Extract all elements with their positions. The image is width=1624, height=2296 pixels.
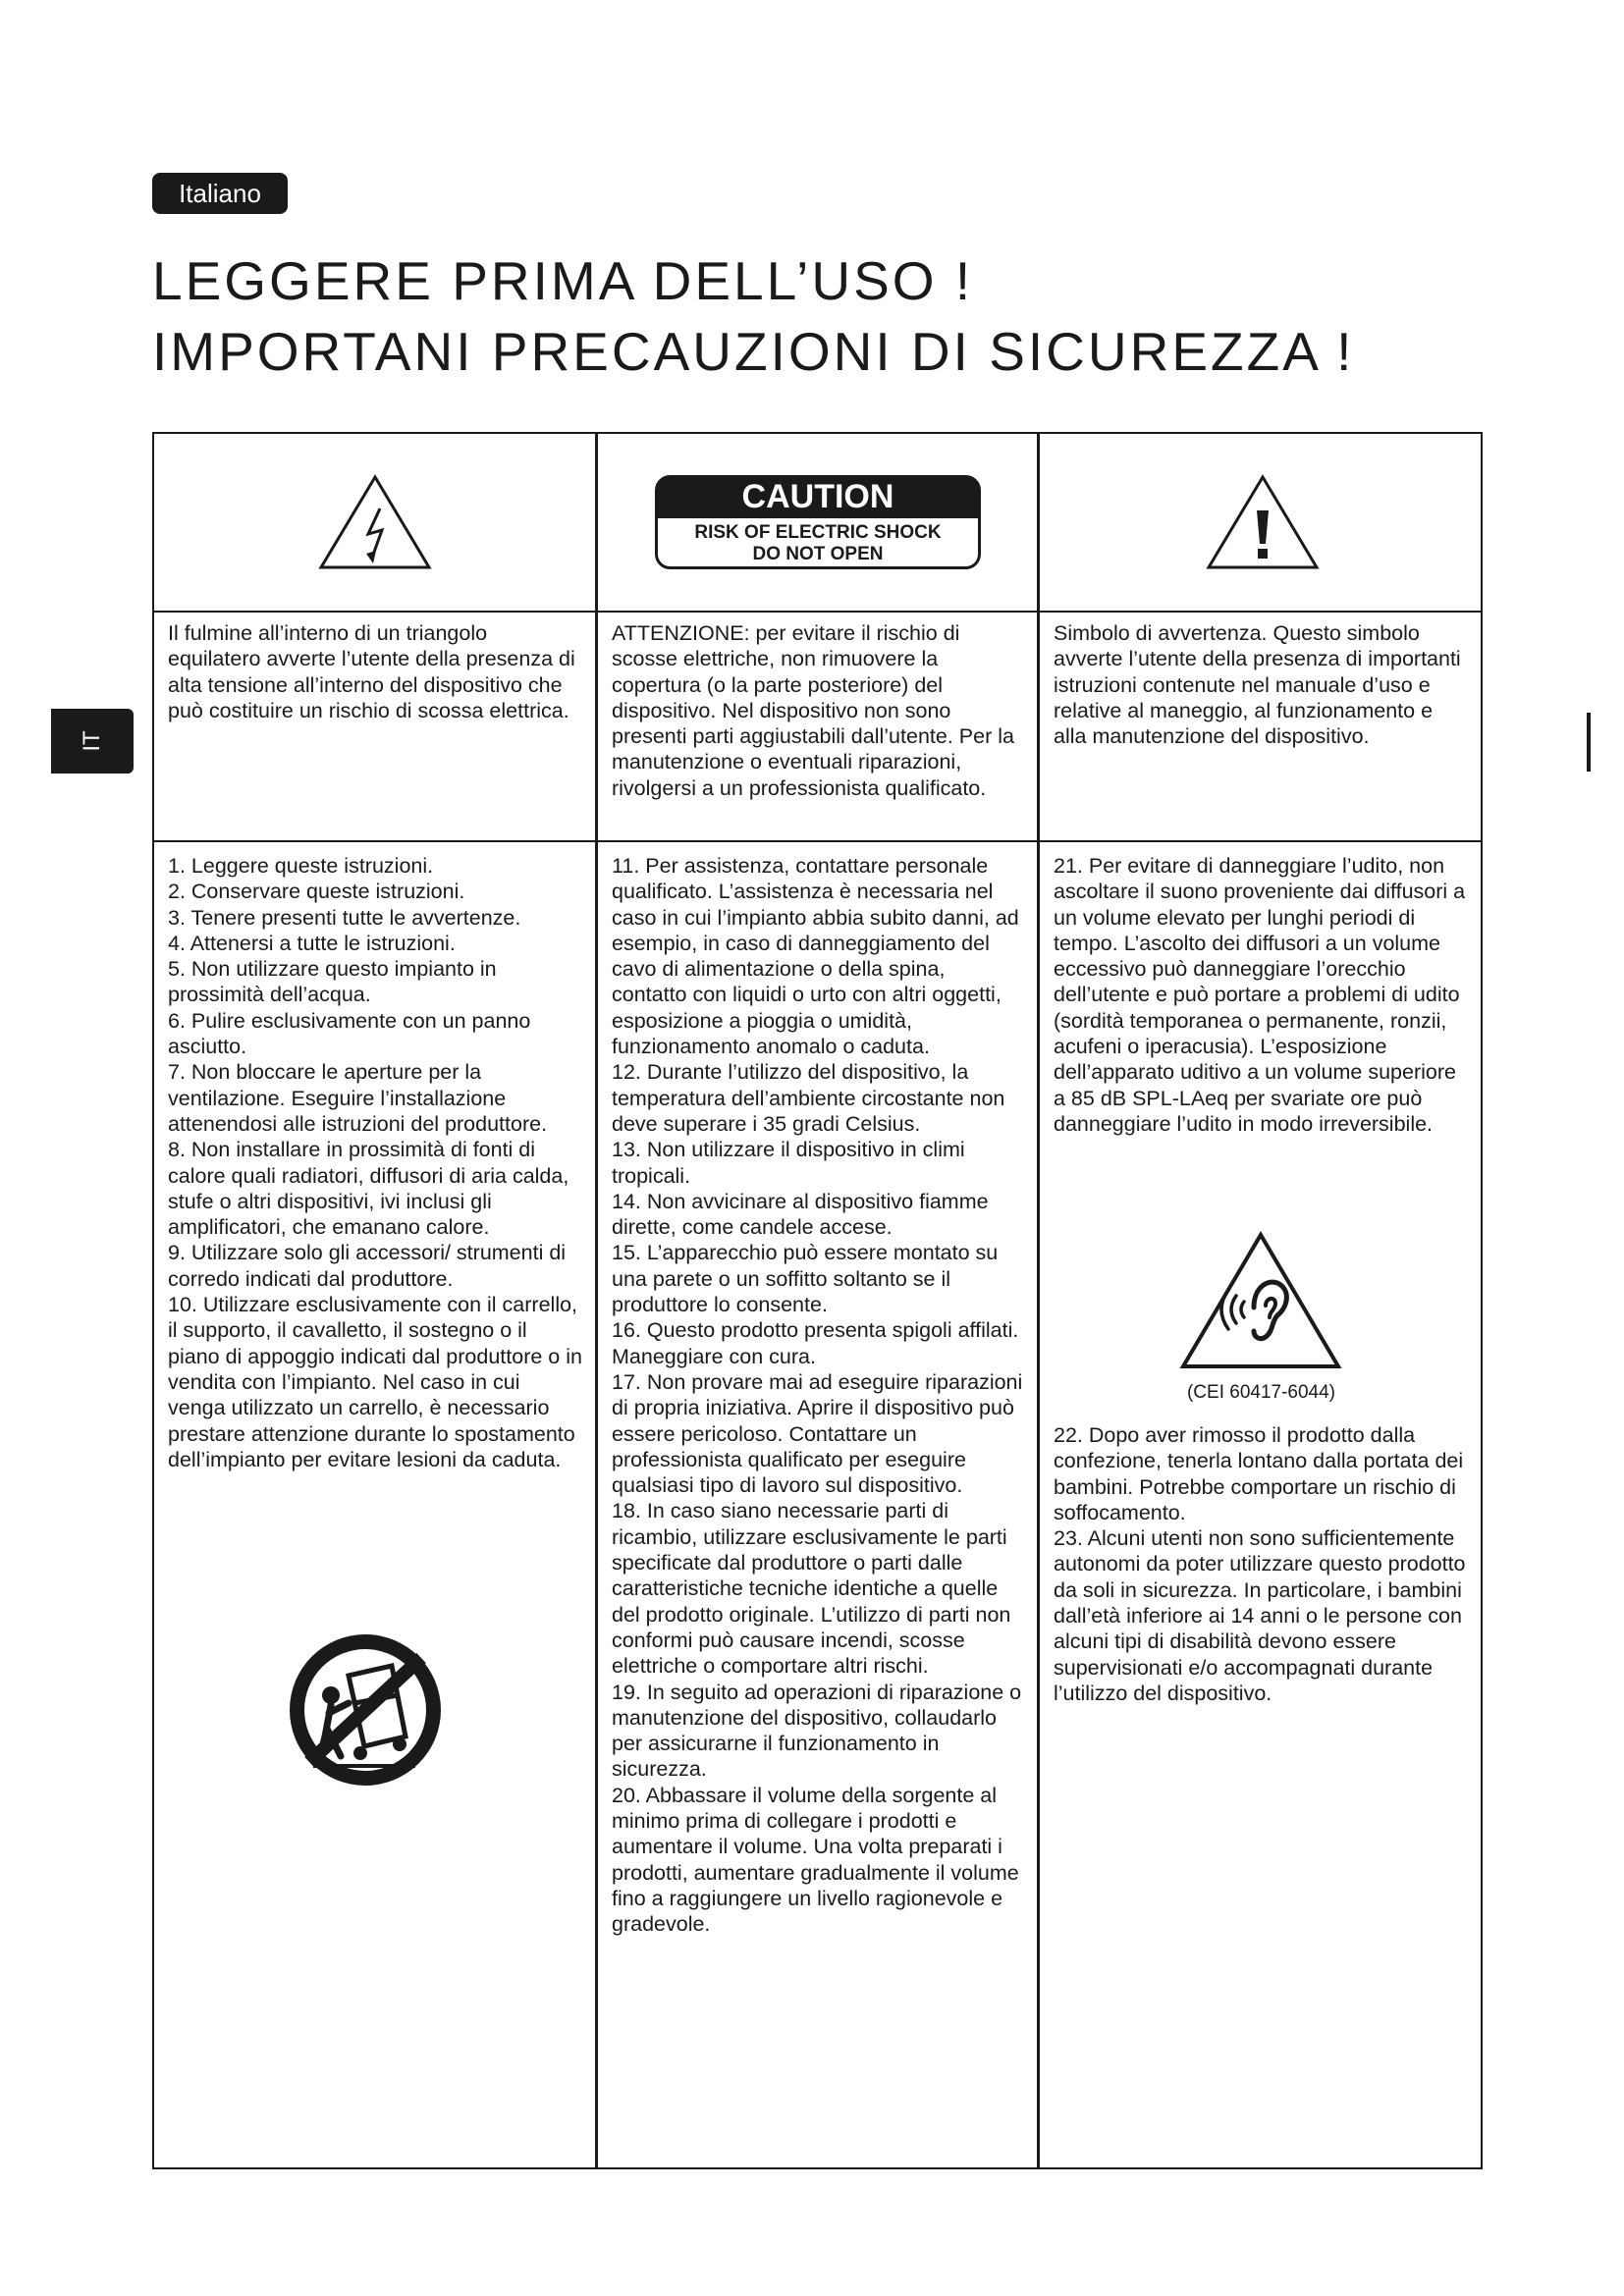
title-line-1: LEGGERE PRIMA DELL’USO ! — [152, 250, 974, 311]
instruction-item: 16. Questo prodotto presenta spigoli affilati. Maneggiare con cura. — [612, 1318, 1019, 1368]
page-edge-marker — [1587, 713, 1591, 772]
instruction-item: 12. Durante l’utilizzo del dispositivo, la temperatura dell’ambiente circostante non deve superare i 35 gradi Celsius. — [612, 1060, 1005, 1136]
instructions-column-3-top — [1040, 853, 1483, 1137]
caution-description-text: ATTENZIONE: per evitare il rischio di scosse elettriche, non rimuovere la copertura (o la parte posteriore) del dispositivo. Nel dispositivo non sono presenti parti aggiustabili dall’utente. Per la manutenzione o eventuali riparazioni, rivolgersi a un professionista qualificato. — [612, 621, 1014, 800]
instruction-item: 10. Utilizzare esclusivamente con il carrello, il supporto, il cavalletto, il sostegno o il piano di appoggio indicati dal produttore o in vendita con l’impianto. Nel caso in cui venga utilizzato un carrello, è necessario prestare attenzione durante lo spostamento dell’impianto per evitare lesioni da caduta. — [168, 1293, 582, 1471]
instructions-column-2 — [598, 853, 1037, 1937]
caution-sign — [655, 475, 981, 569]
side-tab-label: IT — [79, 730, 105, 752]
instruction-item: 1. Leggere queste istruzioni. — [168, 854, 434, 878]
exclamation-triangle-icon — [1205, 473, 1321, 571]
instruction-item: 2. Conservare queste istruzioni. — [168, 880, 465, 904]
instruction-item: 15. L’apparecchio può essere montato su una parete o un soffitto soltanto se il produttore lo consente. — [612, 1241, 999, 1317]
warning-description — [1040, 620, 1483, 749]
warning-description-text: Simbolo di avvertenza. Questo simbolo avverte l’utente della presenza di importanti istruzioni contenute nel manuale d’uso e relative al maneggio, al funzionamento e alla manutenzione del dispositivo. — [1054, 621, 1461, 749]
title-line-2: IMPORTANI PRECAUZIONI DI SICUREZZA ! — [152, 321, 1355, 382]
instruction-item: 9. Utilizzare solo gli accessori/ strumenti di corredo indicati dal produttore. — [168, 1241, 567, 1291]
lightning-description-text: Il fulmine all’interno di un triangolo equilatero avverte l’utente della presenza di alta tensione all’interno del dispositivo che può costituire un rischio di scossa elettrica. — [168, 621, 575, 722]
safety-table — [152, 432, 1483, 2169]
hearing-warning-icon — [1179, 1231, 1342, 1370]
instruction-item: 8. Non installare in prossimità di fonti di calore quali radiatori, diffusori di aria calda, stufe o altri dispositivi, ivi inclusi gli amplificatori, che emanano calore. — [168, 1138, 569, 1240]
caution-line-2: DO NOT OPEN — [752, 544, 884, 564]
instructions-column-3-bottom — [1040, 1422, 1483, 1706]
lightning-triangle-icon — [317, 473, 433, 571]
language-side-tab — [51, 709, 134, 774]
instruction-item: 7. Non bloccare le aperture per la ventilazione. Eseguire l’installazione attenendosi alle istruzioni del produttore. — [168, 1060, 548, 1136]
caution-description — [598, 620, 1037, 801]
cart-tip-over-warning-icon — [290, 1634, 441, 1786]
row-divider-1 — [154, 611, 1481, 613]
instruction-item: 13. Non utilizzare il dispositivo in climi tropicali. — [612, 1138, 965, 1188]
caution-line-1: RISK OF ELECTRIC SHOCK — [694, 522, 942, 543]
instruction-item: 22. Dopo aver rimosso il prodotto dalla confezione, tenerla lontano dalla portata dei bambini. Potrebbe comportare un rischio di soffocamento. — [1054, 1423, 1464, 1524]
instruction-item: 19. In seguito ad operazioni di riparazione o manutenzione del dispositivo, collaudarlo per assicurarne il funzionamento in sicurezza. — [612, 1680, 1022, 1782]
language-badge: Italiano — [152, 173, 288, 214]
instructions-column-1 — [154, 853, 595, 1472]
instruction-item: 17. Non provare mai ad eseguire riparazioni di propria iniziativa. Aprire il dispositivo può essere pericoloso. Contattare un professionista qualificato per eseguire qualsiasi tipo di lavoro sul dispositivo. — [612, 1369, 1023, 1498]
caution-heading: CAUTION — [741, 478, 894, 515]
instruction-item: 21. Per evitare di danneggiare l’udito, non ascoltare il suono proveniente dai diffusori a un volume elevato per lunghi periodi di tempo. L’ascolto dei diffusori a un volume eccessivo può danneggiare l’orecchio dell’utente e può portare a problemi di udito (sordità temporanea o permanente, ronzii, acufeni o iperacusia). L’esposizione dell’apparato uditivo a un volume superiore a 85 dB SPL-LAeq per svariate ore può danneggiare l’udito in modo irreversibile. — [1054, 854, 1466, 1136]
instruction-item: 5. Non utilizzare questo impianto in prossimità dell’acqua. — [168, 957, 497, 1007]
instruction-item: 11. Per assistenza, contattare personale qualificato. L’assistenza è necessaria nel caso in cui l’impianto abbia subito danni, ad esempio, in caso di danneggiamento del cavo di alimentazione o della spina, contatto con liquidi o urto con altri oggetti, esposizione a pioggia o umidità, funzionamento anomalo o caduta. — [612, 854, 1019, 1059]
row-divider-2 — [154, 840, 1481, 842]
lightning-description — [154, 620, 595, 723]
instruction-item: 6. Pulire esclusivamente con un panno asciutto. — [168, 1008, 531, 1059]
instruction-item: 23. Alcuni utenti non sono sufficientemente autonomi da poter utilizzare questo prodotto da soli in sicurezza. In particolare, i bambini dall’età inferiore ai 14 anni o le persone con alcuni tipi di disabilità devono essere supervisionati e/o accompagnati durante l’utilizzo del dispositivo. — [1054, 1526, 1466, 1705]
instruction-item: 18. In caso siano necessarie parti di ricambio, utilizzare esclusivamente le parti specificate dal produttore o parti dalle caratteristiche tecniche identiche a quelle del prodotto originale. L’utilizzo di parti non conformi può causare incendi, scosse elettriche o comportare altri rischi. — [612, 1499, 1011, 1679]
page-title — [152, 245, 1354, 387]
instruction-item: 20. Abbassare il volume della sorgente al minimo prima di collegare i prodotti e aumentare il volume. Una volta preparati i prodotti, aumentare gradualmente il volume fino a raggiungere un livello ragionevole e gradevole. — [612, 1783, 1019, 1937]
instruction-item: 14. Non avvicinare al dispositivo fiamme dirette, come candele accese. — [612, 1189, 989, 1240]
instruction-item: 4. Attenersi a tutte le istruzioni. — [168, 931, 456, 955]
instruction-item: 3. Tenere presenti tutte le avvertenze. — [168, 905, 521, 930]
hearing-symbol-caption: (CEI 60417-6044) — [1186, 1382, 1336, 1403]
